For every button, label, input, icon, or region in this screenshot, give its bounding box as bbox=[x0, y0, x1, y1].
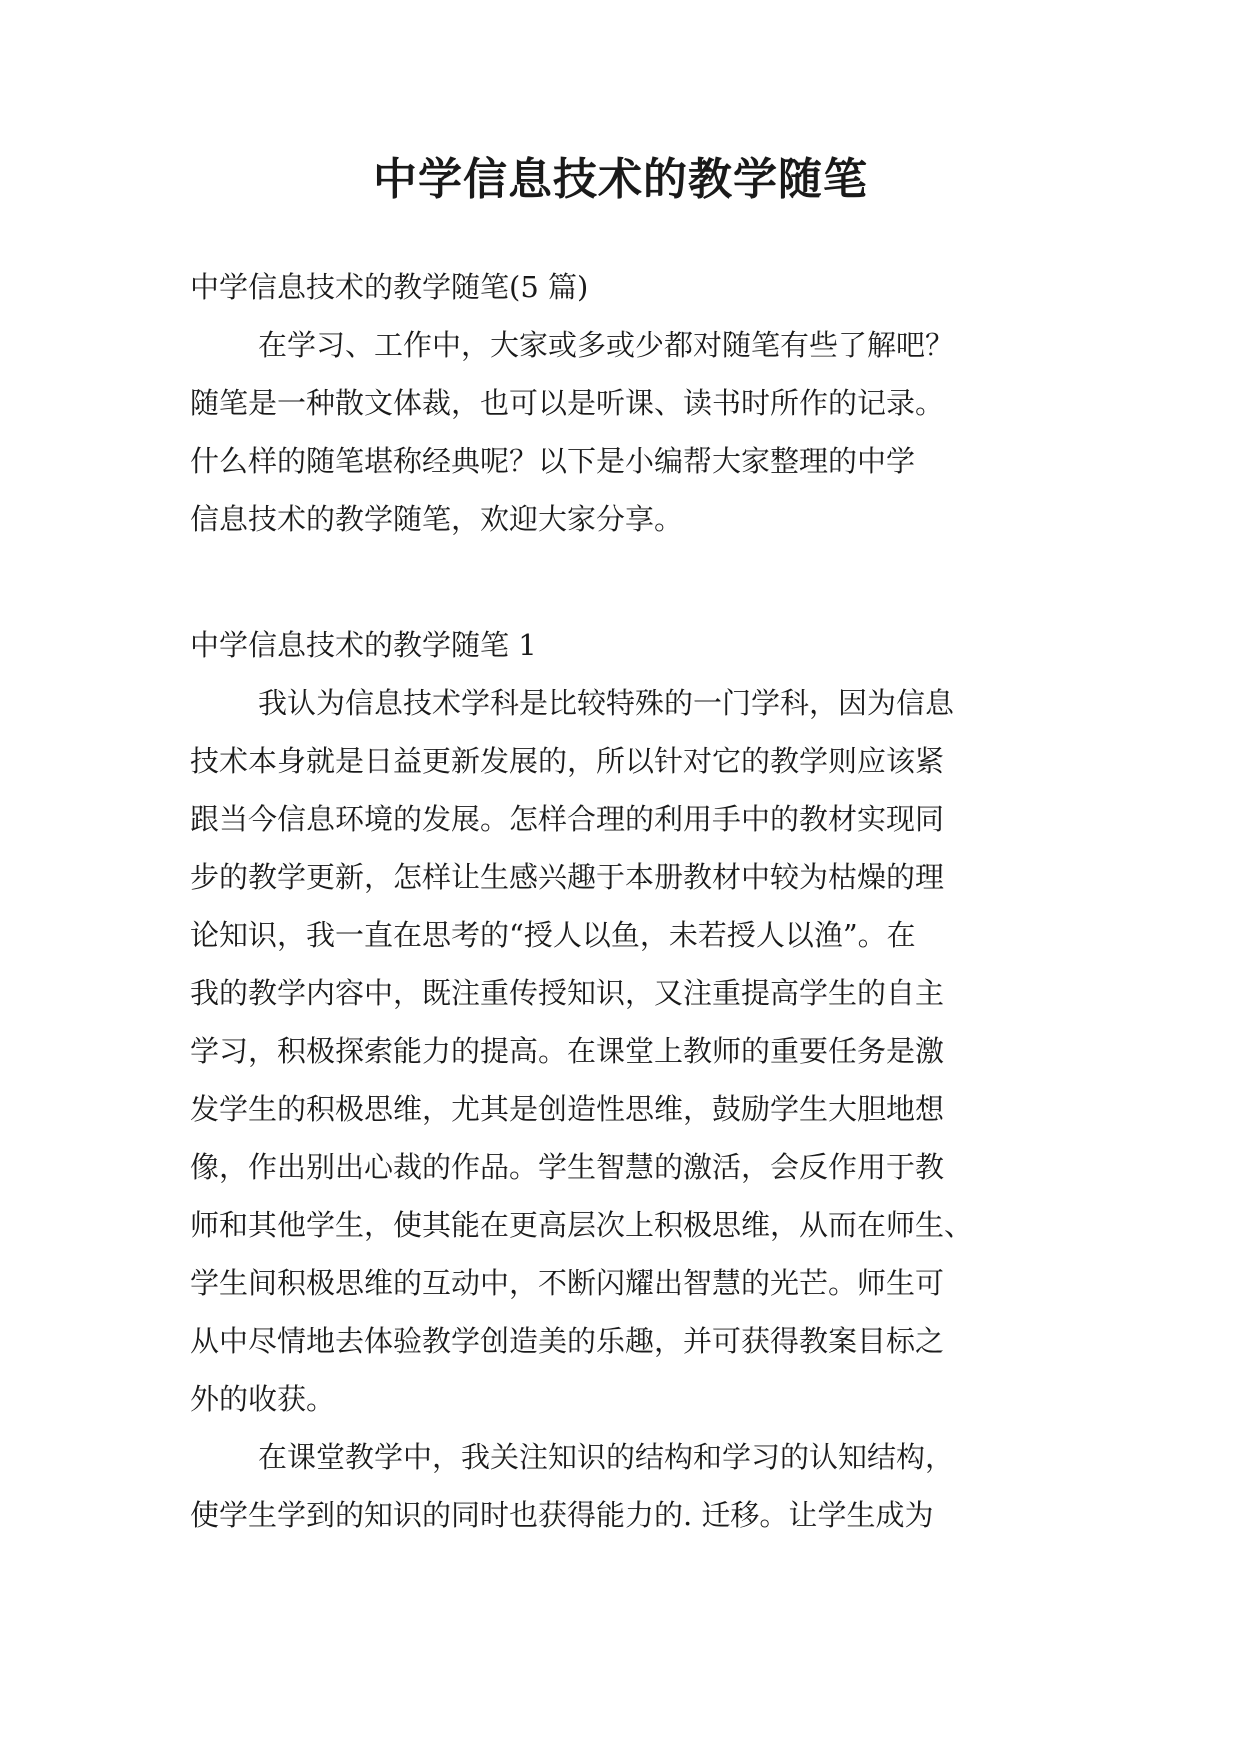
text-line: 外的收获。 bbox=[190, 1382, 336, 1416]
text-line: 学生间积极思维的互动中，不断闪耀出智慧的光芒。师生可 bbox=[190, 1266, 945, 1300]
document-body bbox=[190, 258, 1052, 1544]
text-line: 中学信息技术的教学随笔(5 篇) bbox=[190, 270, 589, 304]
text-line: 随笔是一种散文体裁，也可以是听课、读书时所作的记录。 bbox=[190, 386, 945, 420]
text-line: 像，作出别出心裁的作品。学生智慧的激活，会反作用于教 bbox=[190, 1150, 945, 1184]
text-line: 在学习、工作中，大家或多或少都对随笔有些了解吧？ bbox=[258, 328, 955, 362]
blank-line bbox=[190, 558, 1052, 616]
text-line: 发学生的积极思维，尤其是创造性思维，鼓励学生大胆地想 bbox=[190, 1092, 945, 1126]
text-line: 我认为信息技术学科是比较特殊的一门学科，因为信息 bbox=[258, 686, 955, 720]
text-line: 师和其他学生，使其能在更高层次上积极思维，从而在师生、 bbox=[190, 1208, 974, 1242]
document-title: 中学信息技术的教学随笔 bbox=[373, 154, 868, 205]
text-line: 论知识，我一直在思考的“授人以鱼，未若授人以渔”。在 bbox=[190, 918, 916, 952]
text-line: 步的教学更新，怎样让生感兴趣于本册教材中较为枯燥的理 bbox=[190, 860, 945, 894]
text-line: 学习，积极探索能力的提高。在课堂上教师的重要任务是激 bbox=[190, 1034, 945, 1068]
text-line: 在课堂教学中，我关注知识的结构和学习的认知结构， bbox=[258, 1440, 955, 1474]
text-line: 技术本身就是日益更新发展的，所以针对它的教学则应该紧 bbox=[190, 744, 945, 778]
text-line: 中学信息技术的教学随笔 1 bbox=[190, 628, 537, 662]
text-line: 从中尽情地去体验教学创造美的乐趣，并可获得教案目标之 bbox=[190, 1324, 945, 1358]
text-line: 信息技术的教学随笔，欢迎大家分享。 bbox=[190, 502, 684, 536]
text-line: 我的教学内容中，既注重传授知识，又注重提高学生的自主 bbox=[190, 976, 945, 1010]
text-line: 跟当今信息环境的发展。怎样合理的利用手中的教材实现同 bbox=[190, 802, 945, 836]
text-line: 使学生学到的知识的同时也获得能力的. 迁移。让学生成为 bbox=[190, 1498, 934, 1532]
text-line: 什么样的随笔堪称经典呢？以下是小编帮大家整理的中学 bbox=[190, 444, 916, 478]
